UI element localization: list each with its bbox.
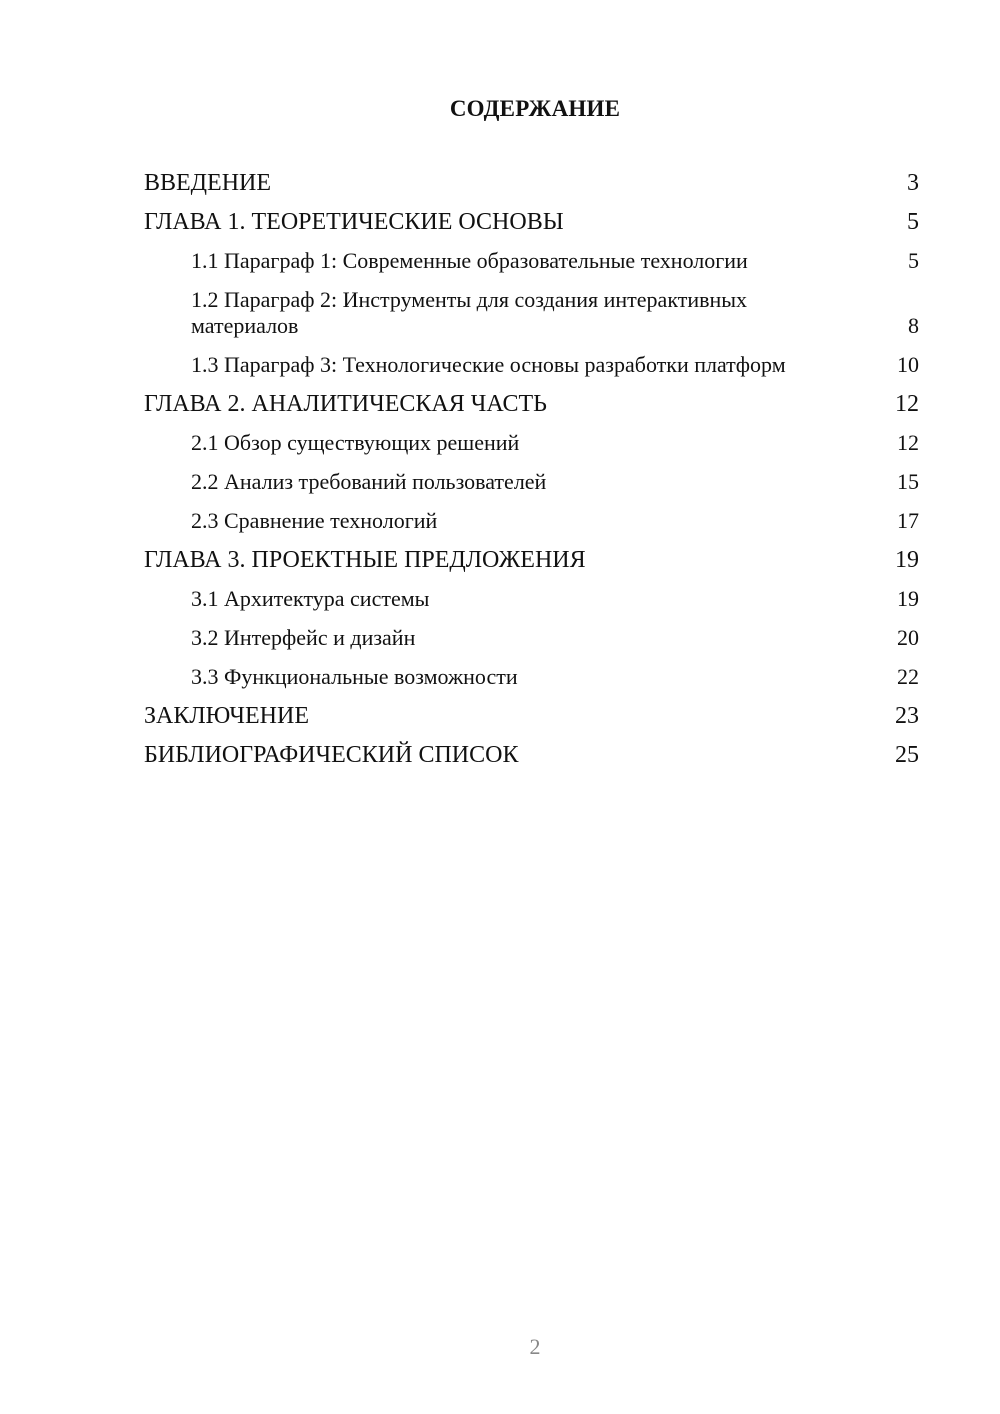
toc-entry-section-3-2[interactable] [144,625,919,651]
toc-entry-label: 2.1 Обзор существующих решений [191,430,520,455]
page-title: СОДЕРЖАНИЕ [449,96,621,121]
toc-entry-label: 1.2 Параграф 2: Инструменты для создания интерактивных материалов [191,287,748,338]
toc-entry-page: 10 [897,352,919,377]
toc-entry-page: 19 [895,547,919,573]
toc-entry-label: 3.3 Функциональные возможности [191,664,518,689]
toc-entry-label: ВВЕДЕНИЕ [144,170,272,196]
toc-entry-section-3-1[interactable] [144,586,919,612]
toc-entry-chapter-3[interactable] [144,547,919,573]
toc-entry-page: 3 [907,170,919,196]
toc-entry-section-2-3[interactable] [144,508,919,534]
toc-entry-page: 8 [908,313,919,338]
toc-entry-section-3-3[interactable] [144,664,919,690]
toc-entry-chapter-2[interactable] [144,391,919,417]
toc-entry-page: 22 [897,664,919,689]
toc-entry-label: БИБЛИОГРАФИЧЕСКИЙ СПИСОК [144,742,519,768]
toc-entry-page: 25 [895,742,919,768]
toc-entry-label: 3.2 Интерфейс и дизайн [191,625,416,650]
toc-entry-label: 3.1 Архитектура системы [191,586,430,611]
toc-entry-label: 2.3 Сравнение технологий [191,508,438,533]
toc-entry-section-2-2[interactable] [144,469,919,495]
toc-entry-label: ГЛАВА 3. ПРОЕКТНЫЕ ПРЕДЛОЖЕНИЯ [144,547,586,573]
toc-entry-label: ГЛАВА 1. ТЕОРЕТИЧЕСКИЕ ОСНОВЫ [144,209,564,235]
toc-entry-label: 1.3 Параграф 3: Технологические основы разработки платформ [191,352,786,377]
toc-entry-label: ЗАКЛЮЧЕНИЕ [144,703,309,729]
table-of-contents [144,170,919,781]
toc-entry-page: 17 [897,508,919,533]
toc-entry-page: 20 [897,625,919,650]
toc-entry-conclusion[interactable] [144,703,919,729]
toc-entry-label: 2.2 Анализ требований пользователей [191,469,547,494]
toc-entry-section-1-3[interactable] [144,352,919,378]
page-number: 2 [529,1334,541,1359]
toc-entry-page: 5 [908,248,919,273]
toc-entry-page: 5 [907,209,919,235]
toc-entry-section-1-1[interactable] [144,248,919,274]
toc-entry-page: 12 [895,391,919,417]
toc-entry-page: 12 [897,430,919,455]
toc-entry-section-1-2[interactable] [144,287,919,339]
toc-entry-section-2-1[interactable] [144,430,919,456]
toc-entry-bibliography[interactable] [144,742,919,768]
toc-entry-page: 19 [897,586,919,611]
toc-entry-page: 15 [897,469,919,494]
toc-entry-label: 1.1 Параграф 1: Современные образовательные технологии [191,248,748,273]
toc-entry-label: ГЛАВА 2. АНАЛИТИЧЕСКАЯ ЧАСТЬ [144,391,547,417]
toc-entry-chapter-1[interactable] [144,209,919,235]
toc-entry-introduction[interactable] [144,170,919,196]
toc-entry-page: 23 [895,703,919,729]
